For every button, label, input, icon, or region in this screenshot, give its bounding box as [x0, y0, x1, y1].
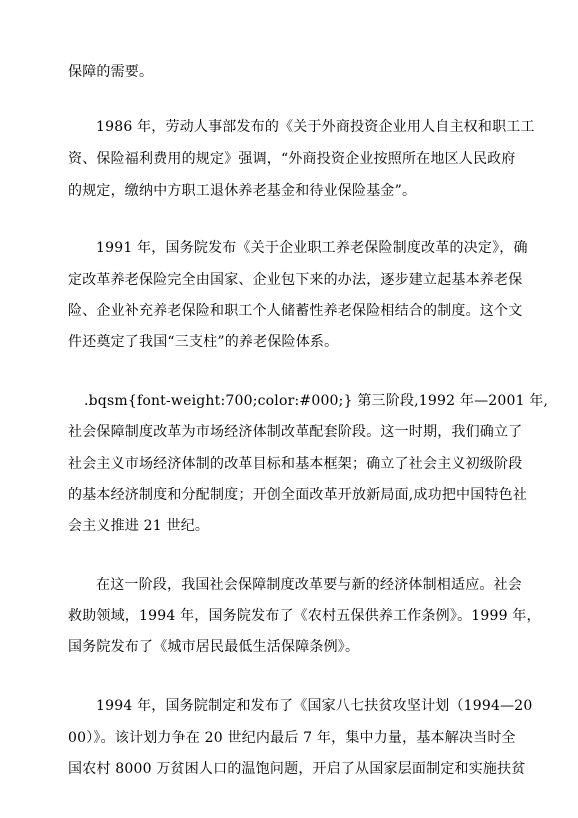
paragraph-line: 险、企业补充养老保险和职工个人储蓄性养老保险相结合的制度。这个文 — [68, 303, 523, 319]
paragraph-line: 件还奠定了我国“三支柱”的养老保险体系。 — [68, 334, 339, 350]
paragraph-line: 会主义推进 21 世纪。 — [68, 518, 210, 534]
paragraph-line: 在这一阶段，我国社会保障制度改革要与新的经济体制相适应。社会 — [96, 577, 522, 593]
paragraph-line: 资、保险福利费用的规定》强调，“外商投资企业按照所在地区人民政府 — [68, 151, 516, 167]
paragraph-line: 国务院发布了《城市居民最低生活保障条例》。 — [68, 639, 360, 655]
paragraph-line: 的基本经济制度和分配制度；开创全面改革开放新局面,成功把中国特色社 — [68, 487, 528, 503]
paragraph-line: 社会保障制度改革为市场经济体制改革配套阶段。这一时期，我们确立了 — [68, 424, 523, 440]
paragraph-line: 的规定，缴纳中方职工退休养老基金和待业保险基金”。 — [68, 183, 417, 199]
paragraph-line: 1994 年，国务院制定和发布了《国家八七扶贫攻坚计划（1994—20 — [96, 698, 533, 714]
paragraph-line: 社会主义市场经济体制的改革目标和基本框架；确立了社会主义初级阶段 — [68, 456, 523, 472]
paragraph-line: 00）》。该计划力争在 20 世纪内最后 7 年，集中力量，基本解决当时全 — [68, 730, 516, 746]
paragraph-line: 定改革养老保险完全由国家、企业包下来的办法，逐步建立起基本养老保 — [68, 272, 523, 288]
paragraph-line: 救助领域，1994 年，国务院发布了《农村五保供养工作条例》。1999 年， — [68, 608, 541, 624]
paragraph-line: .bqsm{font-weight:700;color:#000;} 第三阶段,1992 年—2001 年, — [84, 393, 549, 409]
paragraph-line: 1986 年，劳动人事部发布的《关于外商投资企业用人自主权和职工工 — [96, 119, 535, 135]
paragraph-line: 国农村 8000 万贫困人口的温饱问题，开启了从国家层面制定和实施扶贫 — [68, 761, 526, 777]
paragraph-line: 保障的需要。 — [68, 64, 154, 80]
paragraph-line: 1991 年，国务院发布《关于企业职工养老保险制度改革的决定》，确 — [96, 240, 528, 256]
